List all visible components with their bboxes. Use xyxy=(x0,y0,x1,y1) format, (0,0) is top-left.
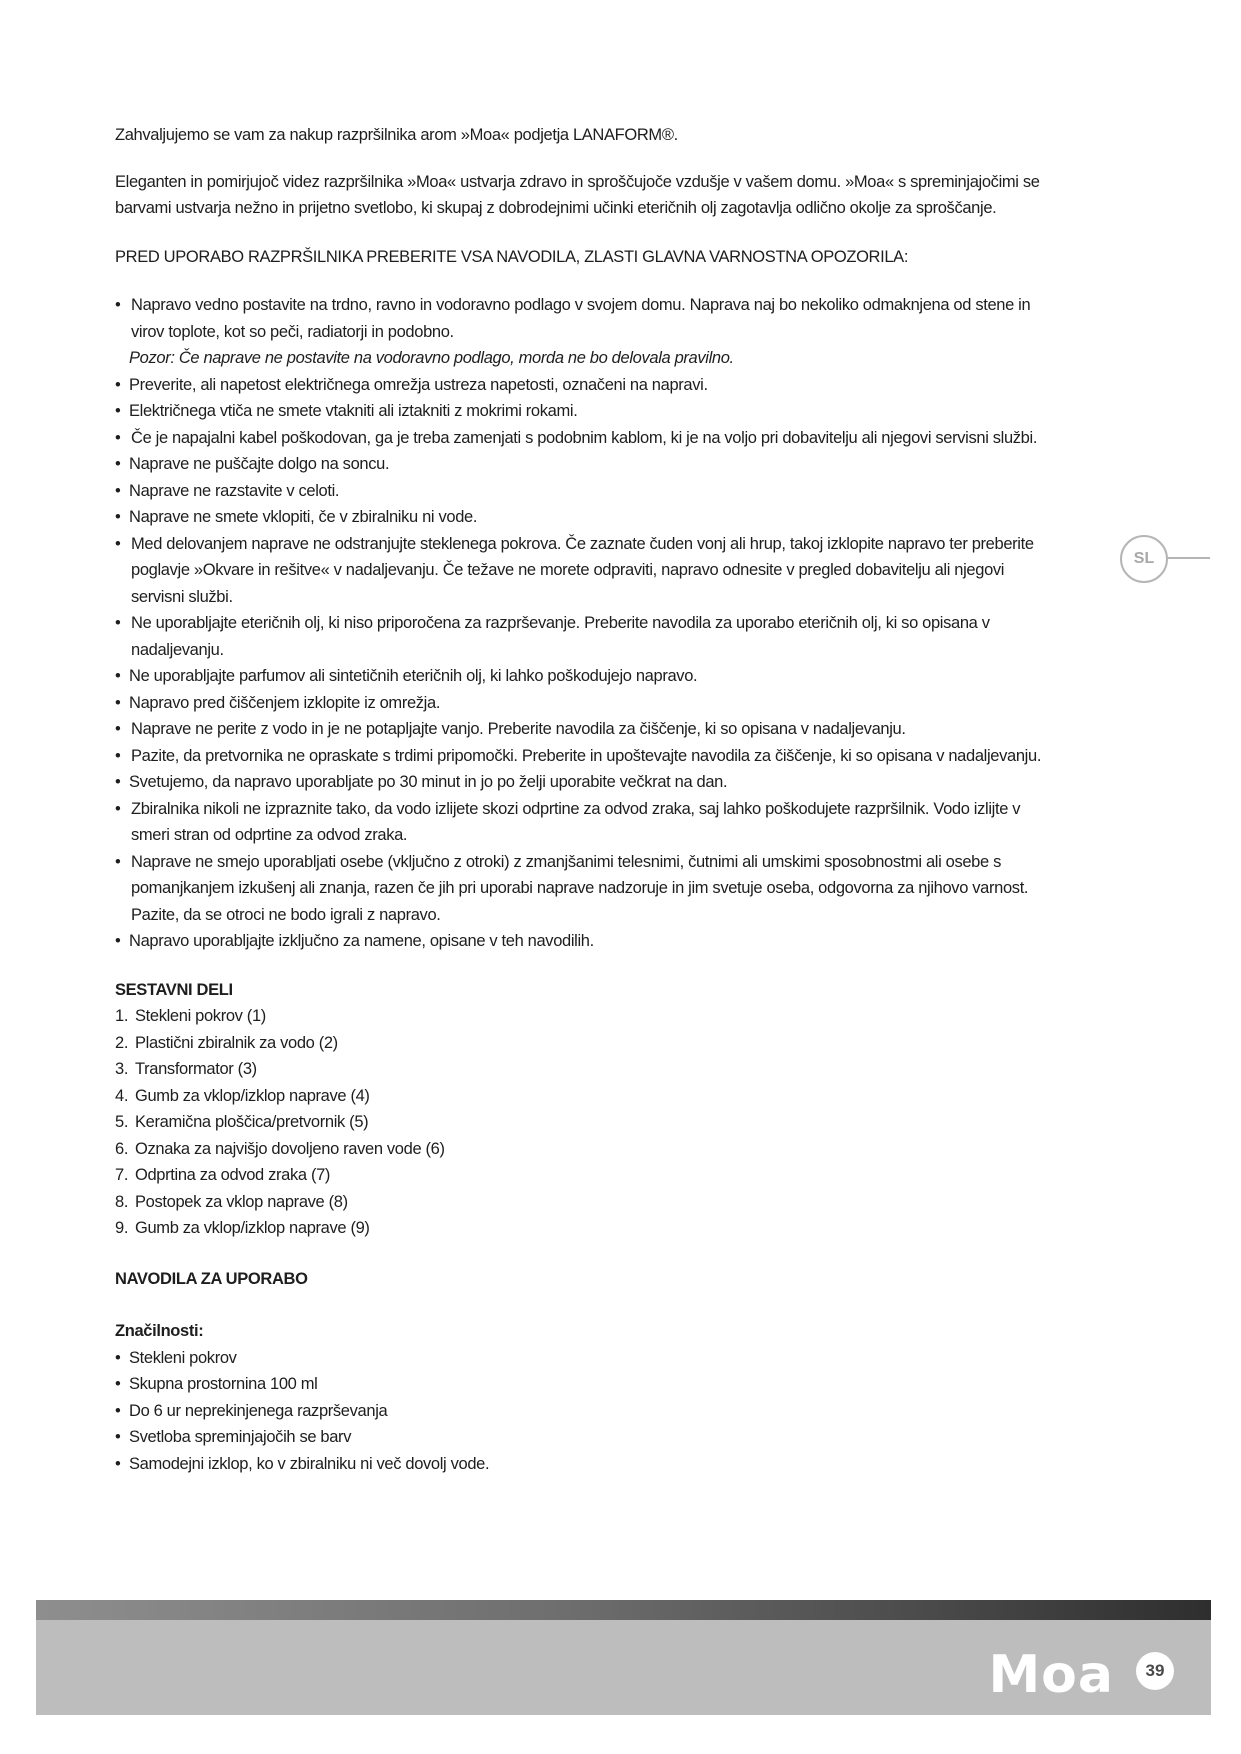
list-item: 2. Plastični zbiralnik za vodo (2) xyxy=(115,1033,338,1052)
list-item: • Ne uporabljajte eteričnih olj, ki niso priporočena za razprševanje. Preberite navodila za uporabo eteričnih olj, ki so opisana v nadaljevanju. xyxy=(115,610,1055,663)
language-tab-line xyxy=(1166,557,1210,559)
list-item: • Električnega vtiča ne smete vtakniti ali iztakniti z mokrimi rokami. xyxy=(115,398,1055,425)
list-item: • Svetloba spreminjajočih se barv xyxy=(115,1424,1055,1451)
list-item: • Naprave ne perite z vodo in je ne potapljajte vanjo. Preberite navodila za čiščenje, ki so opisana v nadaljevanju. xyxy=(115,716,1055,743)
safety-warnings-list xyxy=(115,292,1055,955)
list-item: • Napravo pred čiščenjem izklopite iz omrežja. xyxy=(115,690,1055,717)
footer-band xyxy=(36,1620,1211,1715)
list-item: • Pazite, da pretvornika ne opraskate s trdimi pripomočki. Preberite in upoštevajte navodila za čiščenje, ki so opisana v nadaljevanju. xyxy=(115,743,1055,770)
language-badge: SL xyxy=(1120,535,1168,583)
list-item: 4. Gumb za vklop/izklop naprave (4) xyxy=(115,1086,370,1105)
warning-note: Pozor: Če naprave ne postavite na vodoravno podlago, morda ne bo delovala pravilno. xyxy=(129,349,734,367)
list-item: • Med delovanjem naprave ne odstranjujte steklenega pokrova. Če zaznate čuden vonj ali hrup, takoj izklopite napravo ter preberite poglavje »Okvare in rešitve« v nadaljevanju. Če težave ne morete odpraviti, napravo odnesite v pregled dobavitelju ali njegovi servisni službi. xyxy=(115,531,1055,611)
footer-gradient-bar xyxy=(36,1600,1211,1620)
list-item: 8. Postopek za vklop naprave (8) xyxy=(115,1192,348,1211)
usage-heading: NAVODILA ZA UPORABO xyxy=(115,1269,308,1288)
list-item: 7. Odprtina za odvod zraka (7) xyxy=(115,1166,331,1184)
list-item: 1. Stekleni pokrov (1) xyxy=(115,1007,266,1025)
intro-description: Eleganten in pomirjujoč videz razpršilnika »Moa« ustvarja zdravo in sproščujoče vzdušje v vašem domu. »Moa« s spreminjajočimi se barvami ustvarja nežno in prijetno svetlobo, ki skupaj z dobrodejnimi učinki eteričnih olj zagotavlja odlično okolje za sproščanje. xyxy=(115,172,1040,217)
list-item: • Svetujemo, da napravo uporabljate po 30 minut in jo po želji uporabite večkrat na dan. xyxy=(115,769,1055,796)
list-item: • Do 6 ur neprekinjenega razprševanja xyxy=(115,1398,1055,1425)
safety-heading: PRED UPORABO RAZPRŠILNIKA PREBERITE VSA NAVODILA, ZLASTI GLAVNA VARNOSTNA OPOZORILA: xyxy=(115,247,909,266)
list-item: • Če je napajalni kabel poškodovan, ga je treba zamenjati s podobnim kablom, ki je na voljo pri dobavitelju ali njegovi servisni službi. xyxy=(115,425,1055,452)
parts-heading: SESTAVNI DELI xyxy=(115,980,233,999)
page-footer xyxy=(36,1600,1211,1715)
features-heading: Značilnosti: xyxy=(115,1322,204,1340)
parts-list xyxy=(115,1003,1055,1242)
list-item: • Samodejni izklop, ko v zbiralniku ni več dovolj vode. xyxy=(115,1451,1055,1478)
list-item: • Stekleni pokrov xyxy=(115,1345,1055,1372)
list-item: • Ne uporabljajte parfumov ali sintetičnih eteričnih olj, ki lahko poškodujejo napravo. xyxy=(115,663,1055,690)
manual-page-content xyxy=(115,122,1055,1477)
list-item: • Skupna prostornina 100 ml xyxy=(115,1371,1055,1398)
list-item: 6. Oznaka za najvišjo dovoljeno raven vode (6) xyxy=(115,1139,445,1158)
list-item: 9. Gumb za vklop/izklop naprave (9) xyxy=(115,1219,370,1237)
list-item: • Naprave ne smete vklopiti, če v zbiralniku ni vode. xyxy=(115,504,1055,531)
list-item: • Napravo vedno postavite na trdno, ravno in vodoravno podlago v svojem domu. Naprava naj bo nekoliko odmaknjena od stene in virov toplote, kot so peči, radiatorji in podobno. Pozor: Če naprave ne postavite na vodoravno podlago, morda ne bo delovala pravilno. xyxy=(115,292,1055,372)
list-item: • Napravo uporabljajte izključno za namene, opisane v teh navodilih. xyxy=(115,928,1055,955)
list-item: • Naprave ne puščajte dolgo na soncu. xyxy=(115,451,1055,478)
list-item: • Naprave ne smejo uporabljati osebe (vključno z otroki) z zmanjšanimi telesnimi, čutnimi ali umskimi sposobnostmi ali osebe s pomanjkanjem izkušenj ali znanja, razen če jih pri uporabi naprave nadzoruje in jim svetuje oseba, odgovorna za njihovo varnost. Pazite, da se otroci ne bodo igrali z napravo. xyxy=(115,849,1055,929)
brand-logo: Moa xyxy=(988,1645,1114,1705)
list-item: • Zbiralnika nikoli ne izpraznite tako, da vodo izlijete skozi odprtine za odvod zraka, saj lahko poškodujete razpršilnik. Vodo izlijte v smeri stran od odprtine za odvod zraka. xyxy=(115,796,1055,849)
page-number-badge: 39 xyxy=(1136,1652,1174,1690)
list-item: • Naprave ne razstavite v celoti. xyxy=(115,478,1055,505)
intro-thanks: Zahvaljujemo se vam za nakup razpršilnika arom »Moa« podjetja LANAFORM®. xyxy=(115,126,678,144)
language-tab xyxy=(1120,530,1210,586)
list-item: 5. Keramična ploščica/pretvornik (5) xyxy=(115,1113,369,1131)
list-item: 3. Transformator (3) xyxy=(115,1060,257,1078)
features-list xyxy=(115,1345,1055,1478)
list-item: • Preverite, ali napetost električnega omrežja ustreza napetosti, označeni na napravi. xyxy=(115,372,1055,399)
